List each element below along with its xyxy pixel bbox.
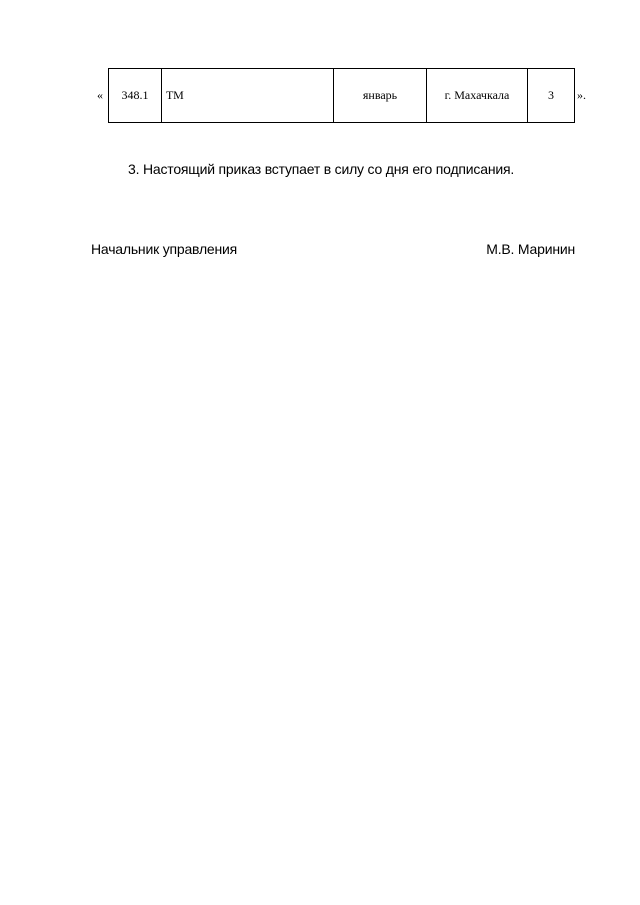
signature-name: М.В. Маринин: [486, 241, 575, 257]
order-paragraph: 3. Настоящий приказ вступает в силу со дня его подписания.: [128, 161, 515, 177]
table-cell-type: ТМ: [162, 69, 334, 123]
table-cell-city: г. Махачкала: [427, 69, 528, 123]
close-quote: ».: [577, 88, 586, 102]
data-table: [108, 68, 575, 123]
table-cell-month: январь: [334, 69, 427, 123]
table-row: [109, 69, 575, 123]
table-cell-number: 3: [528, 69, 575, 123]
signature-position: Начальник управления: [91, 241, 238, 257]
table-cell-code: 348.1: [109, 69, 162, 123]
open-quote: «: [97, 88, 103, 102]
